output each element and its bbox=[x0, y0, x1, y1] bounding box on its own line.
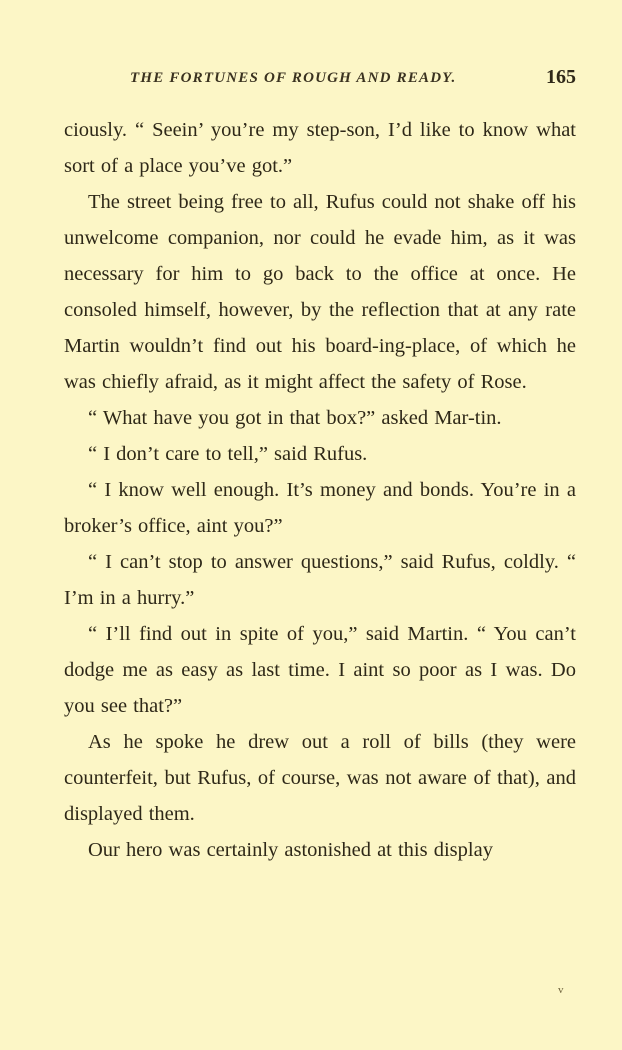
paragraph: “ I’ll find out in spite of you,” said Martin. “ You can’t dodge me as easy as last time. I aint so poor as I was. Do you see that?” bbox=[64, 623, 576, 717]
running-head-title: THE FORTUNES OF ROUGH AND READY. bbox=[130, 70, 457, 86]
body-text bbox=[64, 112, 576, 868]
paragraph: Our hero was certainly astonished at this display bbox=[88, 839, 493, 861]
paragraph: “ What have you got in that box?” asked Mar-tin. bbox=[88, 407, 502, 429]
paragraph: ciously. “ Seein’ you’re my step-son, I’d like to know what sort of a place you’ve got.” bbox=[64, 119, 576, 177]
paragraph: The street being free to all, Rufus could not shake off his unwelcome companion, nor could he evade him, as it was necessary for him to go back to the office at once. He consoled himself, however, by the reflection that at any rate Martin wouldn’t find out his board-ing-place, of which he was chiefly afraid, as it might affect the safety of Rose. bbox=[64, 191, 576, 393]
paragraph: “ I can’t stop to answer questions,” said Rufus, coldly. “ I’m in a hurry.” bbox=[64, 551, 576, 609]
signature-mark: v bbox=[558, 984, 564, 996]
paragraph: “ I know well enough. It’s money and bonds. You’re in a broker’s office, aint you?” bbox=[64, 479, 576, 537]
paragraph: “ I don’t care to tell,” said Rufus. bbox=[88, 443, 368, 465]
running-head bbox=[64, 64, 580, 94]
paragraph: As he spoke he drew out a roll of bills (they were counterfeit, but Rufus, of course, was not aware of that), and displayed them. bbox=[64, 731, 576, 825]
page-number: 165 bbox=[546, 66, 576, 88]
